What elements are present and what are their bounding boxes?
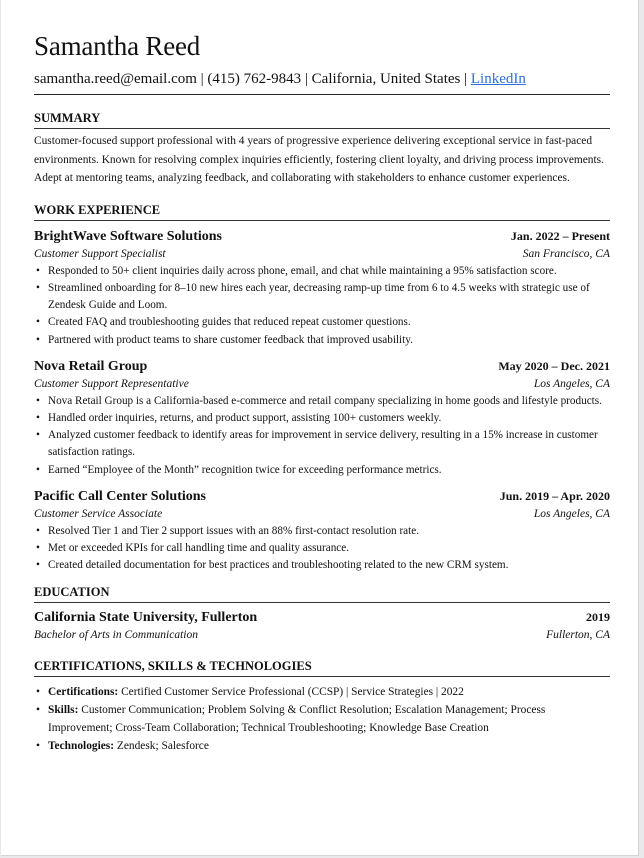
school-location: Fullerton, CA: [546, 629, 610, 642]
resume-content: [34, 30, 610, 755]
summary-heading: SUMMARY: [34, 110, 610, 129]
bullet-item: • Nova Retail Group is a California-based e-commerce and retail company specializing in home goods and lifestyle products.: [34, 393, 610, 410]
job-location: San Francisco, CA: [522, 247, 610, 260]
job-title: Customer Support Representative: [34, 377, 189, 390]
degree: Bachelor of Arts in Communication: [34, 629, 198, 642]
company-name: Nova Retail Group: [34, 358, 148, 374]
job-location: Los Angeles, CA: [533, 377, 610, 390]
job-title: Customer Support Specialist: [34, 247, 166, 260]
bullet-item: • Analyzed customer feedback to identify areas for improvement in service delivery, resulting in a 15% increase in customer satisfaction ratings.: [34, 427, 610, 461]
experience-heading: WORK EXPERIENCE: [34, 202, 610, 221]
skill-label: Skills:: [48, 704, 79, 717]
skills-item: [34, 701, 610, 737]
job-entry: [34, 487, 610, 575]
certifications-item: [34, 683, 610, 701]
linkedin-link[interactable]: LinkedIn: [470, 71, 526, 87]
skill-text: Certified Customer Service Professional (CCSP) | Service Strategies | 2022: [118, 686, 464, 699]
technologies-item: [34, 737, 610, 755]
bullet-item: • Resolved Tier 1 and Tier 2 support issues with an 88% first-contact resolution rate.: [34, 523, 610, 540]
bullet-item: • Created FAQ and troubleshooting guides that reduced repeat customer questions.: [34, 314, 610, 331]
candidate-name: Samantha Reed: [34, 31, 201, 61]
bullet-item: • Responded to 50+ client inquiries daily across phone, email, and chat while maintaining a 95% satisfaction score.: [34, 263, 610, 280]
bullet-item: • Handled order inquiries, returns, and product support, assisting 100+ customers weekly.: [34, 410, 610, 427]
resume-page: [1, 0, 639, 856]
bullet-item: • Streamlined onboarding for 8–10 new hires each year, decreasing ramp-up time from 6 to 4.5 weeks with strategic use of Zendesk Guide and Loom.: [34, 280, 610, 314]
skills-list: [34, 683, 610, 755]
skill-label: Technologies:: [48, 740, 115, 753]
skills-heading: CERTIFICATIONS, SKILLS & TECHNOLOGIES: [34, 658, 610, 677]
job-dates: Jun. 2019 – Apr. 2020: [499, 488, 610, 503]
company-name: Pacific Call Center Solutions: [34, 488, 207, 504]
contact-line: [34, 69, 610, 95]
education-entry: [34, 608, 610, 644]
summary-text: Customer-focused support professional with 4 years of progressive experience delivering exceptional service in fast-paced environments. Known for resolving complex inquiries efficiently, fostering client loyalty, and driving process improvements. Adept at mentoring teams, analyzing feedback, and collaborating with stakeholders to enhance customer experiences.: [34, 135, 604, 185]
job-bullets: [34, 263, 610, 349]
skill-text: Zendesk; Salesforce: [114, 740, 209, 753]
skill-text: Customer Communication; Problem Solving & Conflict Resolution; Escalation Management; Process Improvement; Cross-Team Collaboration; Technical Troubleshooting; Knowledge Base Creation: [48, 704, 546, 735]
company-name: BrightWave Software Solutions: [34, 228, 222, 244]
job-title: Customer Service Associate: [34, 507, 163, 520]
bullet-item: • Created detailed documentation for best practices and troubleshooting related to the new CRM system.: [34, 557, 610, 574]
bullet-item: • Earned “Employee of the Month” recognition twice for exceeding performance metrics.: [34, 462, 610, 479]
job-dates: Jan. 2022 – Present: [510, 228, 610, 243]
skill-label: Certifications:: [48, 686, 119, 699]
contact-details: samantha.reed@email.com | (415) 762-9843 | California, United States |: [34, 71, 471, 87]
job-bullets: [34, 393, 610, 479]
graduation-year: 2019: [586, 610, 610, 625]
job-bullets: [34, 523, 610, 575]
job-entry: [34, 357, 610, 479]
bullet-item: • Met or exceeded KPIs for call handling time and quality assurance.: [34, 540, 610, 557]
education-heading: EDUCATION: [34, 584, 610, 603]
job-dates: May 2020 – Dec. 2021: [498, 358, 610, 373]
school-name: California State University, Fullerton: [34, 610, 258, 626]
bullet-item: • Partnered with product teams to share customer feedback that improved usability.: [34, 332, 610, 349]
job-location: Los Angeles, CA: [533, 507, 610, 520]
job-entry: [34, 227, 610, 349]
